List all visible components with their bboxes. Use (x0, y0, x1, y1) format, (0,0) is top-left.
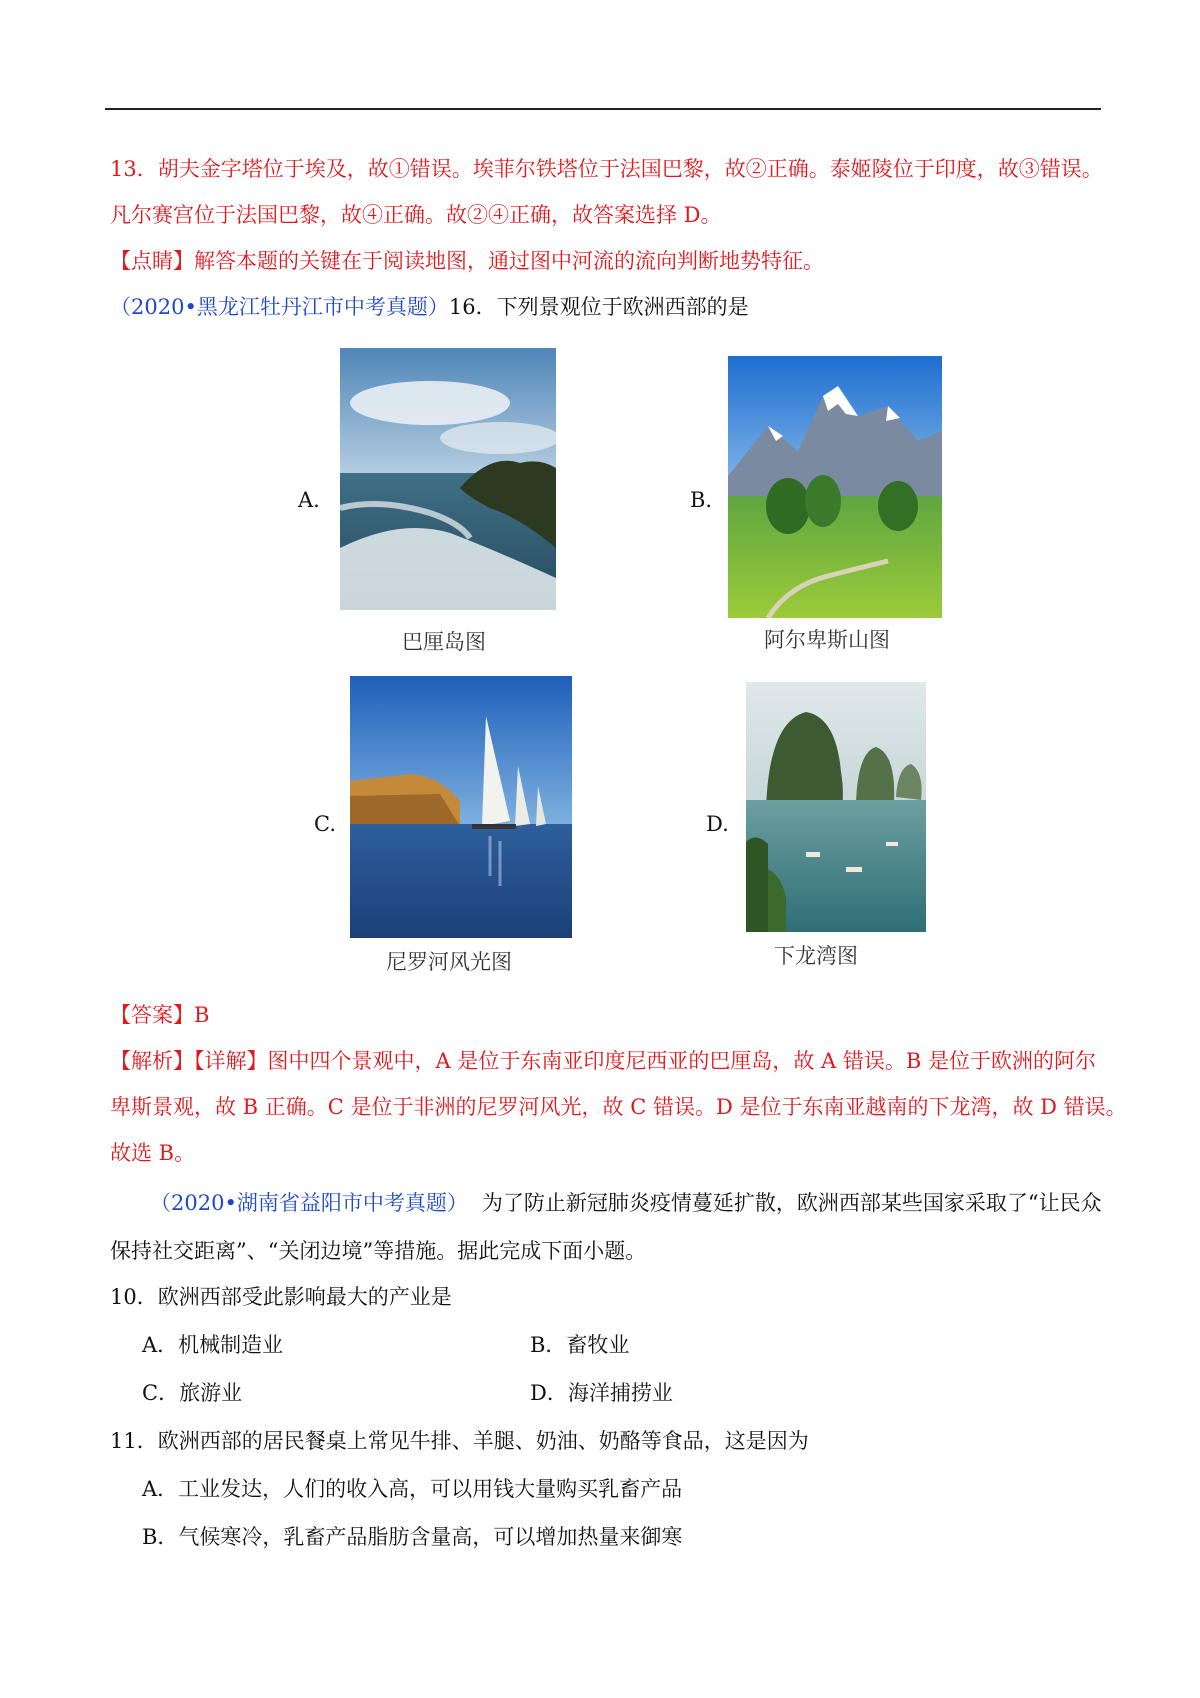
q16-answer: 【答案】B (110, 1003, 210, 1027)
group-intro-line2: 保持社交距离”、“关闭边境”等措施。据此完成下面小题。 (110, 1239, 647, 1263)
q16-stem: 16．下列景观位于欧洲西部的是 (448, 295, 749, 319)
group-intro1: 为了防止新冠肺炎疫情蔓延扩散，欧洲西部某些国家采取了“让民众 (481, 1191, 1102, 1215)
q16-heading (110, 292, 749, 322)
bali-photo (340, 348, 556, 610)
q10-option-b: B．畜牧业 (530, 1333, 630, 1357)
halong-caption: 下龙湾图 (774, 944, 858, 968)
q16-option-c-label: C. (314, 812, 336, 836)
q10-option-a: A．机械制造业 (142, 1333, 284, 1357)
alps-photo (728, 356, 942, 618)
q11-option-b: B．气候寒冷，乳畜产品脂肪含量高，可以增加热量来御寒 (142, 1525, 683, 1549)
q16-analysis-line2: 卑斯景观，故 B 正确。C 是位于非洲的尼罗河风光，故 C 错误。D 是位于东南亚越南的下龙湾，故 D 错误。 (110, 1095, 1127, 1119)
explanation-13-line2: 凡尔赛宫位于法国巴黎，故④正确。故②④正确，故答案选择 D。 (110, 203, 722, 227)
q16-analysis-line3: 故选 B。 (110, 1141, 196, 1165)
q16-option-d-label: D. (706, 812, 729, 836)
halong-photo (746, 682, 926, 932)
bali-caption: 巴厘岛图 (402, 630, 486, 654)
q11-stem: 11．欧洲西部的居民餐桌上常见牛排、羊腿、奶油、奶酪等食品，这是因为 (110, 1429, 809, 1453)
q16-option-a-label: A. (298, 488, 320, 512)
q11-option-a: A．工业发达，人们的收入高，可以用钱大量购买乳畜产品 (142, 1477, 683, 1501)
q10-option-d: D．海洋捕捞业 (530, 1381, 673, 1405)
alps-caption: 阿尔卑斯山图 (764, 628, 890, 652)
group-intro-line1 (150, 1188, 1102, 1218)
q10-option-c: C．旅游业 (142, 1381, 243, 1405)
nile-caption: 尼罗河风光图 (386, 950, 512, 974)
tip-text: 【点睛】解答本题的关键在于阅读地图，通过图中河流的流向判断地势特征。 (110, 249, 824, 273)
header-rule (105, 108, 1101, 110)
q16-source: （2020•黑龙江牡丹江市中考真题） (110, 295, 449, 319)
group-source: （2020•湖南省益阳市中考真题） (150, 1191, 468, 1215)
q16-option-b-label: B. (690, 488, 713, 512)
nile-photo (350, 676, 572, 938)
explanation-13-line1: 13．胡夫金字塔位于埃及，故①错误。埃菲尔铁塔位于法国巴黎，故②正确。泰姬陵位于印度，故③错误。 (110, 157, 1103, 181)
q10-stem: 10．欧洲西部受此影响最大的产业是 (110, 1285, 452, 1309)
q16-analysis-line1: 【解析】【详解】图中四个景观中，A 是位于东南亚印度尼西亚的巴厘岛，故 A 错误。B 是位于欧洲的阿尔 (110, 1049, 1096, 1073)
